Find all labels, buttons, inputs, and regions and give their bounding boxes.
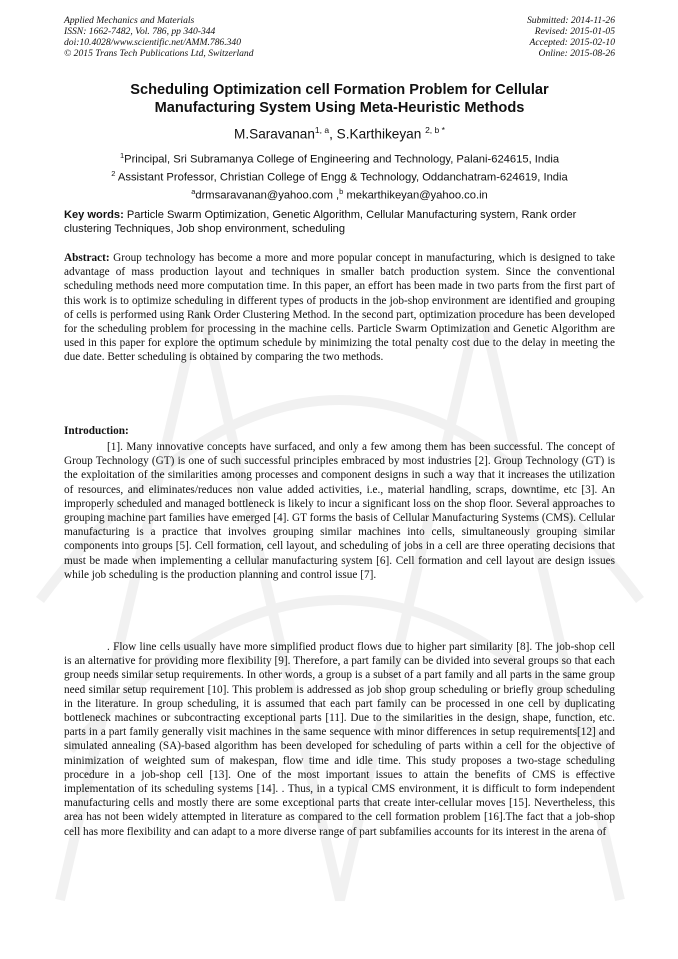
affiliation-1 xyxy=(64,149,615,167)
affiliations xyxy=(64,149,615,204)
email-a-mark: a xyxy=(191,187,196,197)
date-submitted: Submitted: 2014-11-26 xyxy=(526,15,615,26)
abstract xyxy=(64,251,615,365)
introduction-paragraph-1: [1]. Many innovative concepts have surfaced, and only a few among them has been successful. The concept of Group Technology (GT) is one of such successful principles embraced by most industries [2]. Group Technology (GT) is the exploitation of the similarities among processes and component designs in such a way that it increases the utilization of resources, and eliminates/reduces non value added activities, i.e., material handling, scraps, downtime, etc [3]. An improperly scheduled and managed bottleneck is likely to incur a significant loss on the shop floor. Several approaches to grouping machine part families have emerged [4]. GT forms the basis of Cellular Manufacturing Systems (CMS). Cellular manufacturing is a practice that involves grouping similar machines into cells, simultaneously grouping similar components into groups [5]. Cell formation, cell layout, and scheduling of jobs in a cell are three operating decisions that must be made when implementing a cellular manufacturing system [6]. Cell formation and cell layout are design issues while job scheduling is the production planning and control issue [7]. xyxy=(64,441,615,581)
author-1: M.Saravanan xyxy=(234,126,315,142)
journal-issn: ISSN: 1662-7482, Vol. 786, pp 340-344 xyxy=(64,26,216,37)
journal-doi: doi:10.4028/www.scientific.net/AMM.786.340 xyxy=(64,37,242,48)
affiliation-2 xyxy=(64,167,615,185)
abstract-text: Group technology has become a more and more popular concept in manufacturing, which is designed to take advantage of mass production layout and techniques in smaller batch production system. Since the conventional scheduling methods need more computation time. In this paper, an effort has been made in two parts from the first part of this work is to optimize scheduling in different types of products in the job-shop environment are identified and grouping of cells is performed using Rank Order Clustering Method. In the second part, optimization procedure has been developed for the scheduling problem for processing in the machine cells. Particle Swarm Optimization and Genetic Algorithm are used in this paper for explore the optimum schedule by minimizing the total penalty cost due to the delay in meeting the due date. Better scheduling is obtained by comparing the two methods. xyxy=(64,252,615,364)
paper-title xyxy=(64,81,615,117)
affiliation-2-mark: 2 xyxy=(111,169,116,179)
keywords xyxy=(64,208,615,236)
author-2: S.Karthikeyan xyxy=(336,126,422,142)
affiliation-2-text: Assistant Professor, Christian College of Engg & Technology, Oddanchatram-624619, India xyxy=(115,171,568,184)
author-1-affiliation-mark: 1, a xyxy=(314,125,330,135)
author-2-affiliation-mark: 2, b * xyxy=(425,125,445,135)
keywords-text: Particle Swarm Optimization, Genetic Algorithm, Cellular Manufacturing system, Rank order clustering Techniques, Job shop environment, scheduling xyxy=(64,209,577,236)
author-list xyxy=(64,121,615,144)
abstract-label: Abstract: xyxy=(64,252,110,264)
affiliation-1-mark: 1 xyxy=(119,151,125,160)
introduction-paragraph-2: . Flow line cells usually have more simplified product flows due to higher part similarity [8]. The job-shop cell is an alternative for providing more flexibility [9]. Therefore, a part family can be divided into several groups so that each group needs similar setup requirements. In other words, a group is a subset of a part family and all parts in the same group need similar setup requirement [10]. This problem is addressed as job shop group scheduling or briefly group scheduling in the literature. In group scheduling, it is assumed that each part family can be processed in one cell by duplicating bottleneck machines or subcontracting exceptional parts [11]. Due to the similarities in the design, shape, function, etc. parts in a part family generally visit machines in the same sequence with minor differences in setup requirements[12] and simulated annealing (SA)-based algorithm has been developed for scheduling of parts within a cell for the objective of minimization of weighted sum of makespan, flow time and idle time. This study proposes a two-stage scheduling procedure in a job-shop cell [13]. One of the most important issues to attain the benefits of CMS is effective implementation of its scheduling systems [14]. . Thus, in a typical CMS environment, it is difficult to form independent manufacturing cells and mostly there are some exceptional parts that create inter-cellular moves [15]. Nevertheless, this area has not been widely attempted in literature as compared to the cell formation problem [16].The fact that a job-shop cell has more flexibility and can adapt to a more diverse range of part subfamilies accounts for its interest in the arena of xyxy=(64,641,615,838)
title-line-2: Manufacturing System Using Meta-Heuristic Methods xyxy=(154,100,525,116)
title-line-1: Scheduling Optimization cell Formation Problem for Cellular xyxy=(130,82,549,98)
affiliation-1-text: Principal, Sri Subramanya College of Engineering and Technology, Palani-624615, India xyxy=(124,153,560,166)
date-online: Online: 2015-08-26 xyxy=(538,48,615,59)
date-accepted: Accepted: 2015-02-10 xyxy=(529,37,615,48)
journal-info xyxy=(64,15,254,59)
date-revised: Revised: 2015-01-05 xyxy=(534,26,615,37)
author-emails xyxy=(64,185,615,203)
email-b-mark: b xyxy=(339,187,344,197)
journal-name: Applied Mechanics and Materials xyxy=(64,15,195,26)
keywords-label: Key words: xyxy=(64,209,124,221)
author-separator: , xyxy=(329,126,337,142)
journal-copyright: © 2015 Trans Tech Publications Ltd, Switzerland xyxy=(64,48,254,59)
email-b: mekarthikeyan@yahoo.co.in xyxy=(343,190,488,203)
section-heading-introduction: Introduction: xyxy=(64,425,129,437)
publication-dates xyxy=(527,15,615,59)
email-a: drmsaravanan@yahoo.com , xyxy=(195,190,340,203)
